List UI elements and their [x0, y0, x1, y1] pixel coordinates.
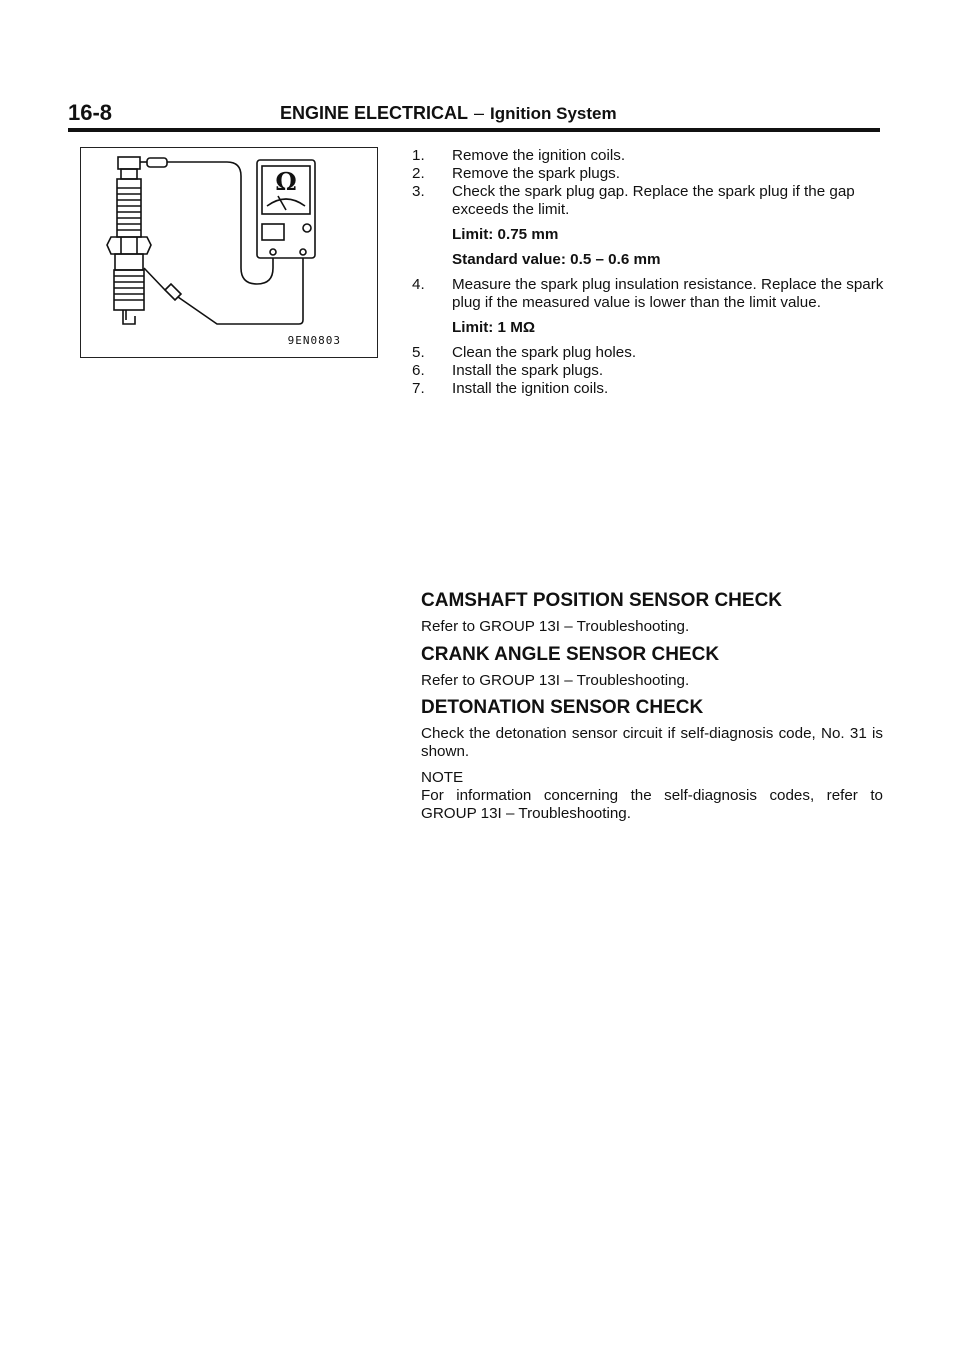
step-text: Remove the ignition coils.: [452, 147, 626, 164]
section-text: Refer to GROUP 13I – Troubleshooting.: [421, 618, 690, 635]
step-number: 6.: [412, 362, 425, 379]
procedure-block: [412, 147, 884, 398]
resistance-limit-value: Limit: 1 MΩ: [452, 319, 536, 336]
subsection-name: Ignition System: [490, 104, 617, 123]
section-heading: CAMSHAFT POSITION SENSOR CHECK: [421, 590, 783, 611]
note-label: NOTE: [421, 769, 464, 786]
step-number: 2.: [412, 165, 425, 182]
step-text: Check the spark plug gap. Replace the spark plug if the gap exceeds the limit.: [452, 183, 855, 218]
procedure-steps: [412, 147, 884, 398]
section-title: [280, 103, 617, 124]
spark-plug-ohmmeter-illustration: [81, 148, 379, 359]
ohm-symbol: Ω: [275, 167, 297, 196]
figure-code: 9EN0803: [287, 334, 341, 347]
step-1: [412, 147, 884, 165]
section-heading: DETONATION SENSOR CHECK: [421, 697, 704, 718]
plug-body: [115, 254, 143, 270]
header-rule: [68, 128, 880, 132]
step-2: [412, 165, 884, 183]
step-number: 4.: [412, 276, 425, 293]
step-text: Measure the spark plug insulation resistance. Replace the spark plug if the measured value is lower than the limit value.: [452, 276, 884, 311]
step-number: 3.: [412, 183, 425, 200]
page-number: 16-8: [68, 100, 113, 125]
step-number: 1.: [412, 147, 425, 164]
step-3: [412, 183, 884, 269]
section-text: Refer to GROUP 13I – Troubleshooting.: [421, 672, 690, 689]
probe-clip: [147, 158, 167, 167]
spark-plug-resistance-figure: [80, 147, 378, 358]
step-text: Remove the spark plugs.: [452, 165, 620, 182]
step-text: Install the ignition coils.: [452, 380, 609, 397]
gap-limit-value: Limit: 0.75 mm: [452, 226, 559, 243]
step-4: [412, 276, 884, 337]
ohmmeter-knob: [303, 224, 311, 232]
plug-terminal: [118, 157, 140, 169]
step-number: 7.: [412, 380, 425, 397]
note-text: For information concerning the self-diagnosis codes, refer to GROUP 13I – Troubleshooting.: [421, 787, 883, 822]
ohmmeter-switch: [262, 224, 284, 240]
step-6: [412, 362, 884, 380]
section-heading: CRANK ANGLE SENSOR CHECK: [421, 644, 720, 665]
title-dash: –: [474, 103, 485, 123]
terminal-b: [300, 249, 306, 255]
gap-standard-value: Standard value: 0.5 – 0.6 mm: [452, 251, 661, 268]
plug-hex: [107, 237, 151, 254]
step-7: [412, 380, 884, 398]
step-text: Install the spark plugs.: [452, 362, 604, 379]
step-5: [412, 344, 884, 362]
step-number: 5.: [412, 344, 425, 361]
section-text: Check the detonation sensor circuit if self-diagnosis code, No. 31 is shown.: [421, 725, 883, 760]
plug-terminal-neck: [121, 169, 137, 179]
terminal-a: [270, 249, 276, 255]
step-text: Clean the spark plug holes.: [452, 344, 637, 361]
detonation-sensor-section: [421, 697, 883, 823]
section-name: ENGINE ELECTRICAL: [280, 103, 469, 123]
crank-angle-sensor-section: [421, 644, 883, 690]
plug-electrode: [123, 310, 135, 324]
camshaft-sensor-section: [421, 590, 883, 636]
